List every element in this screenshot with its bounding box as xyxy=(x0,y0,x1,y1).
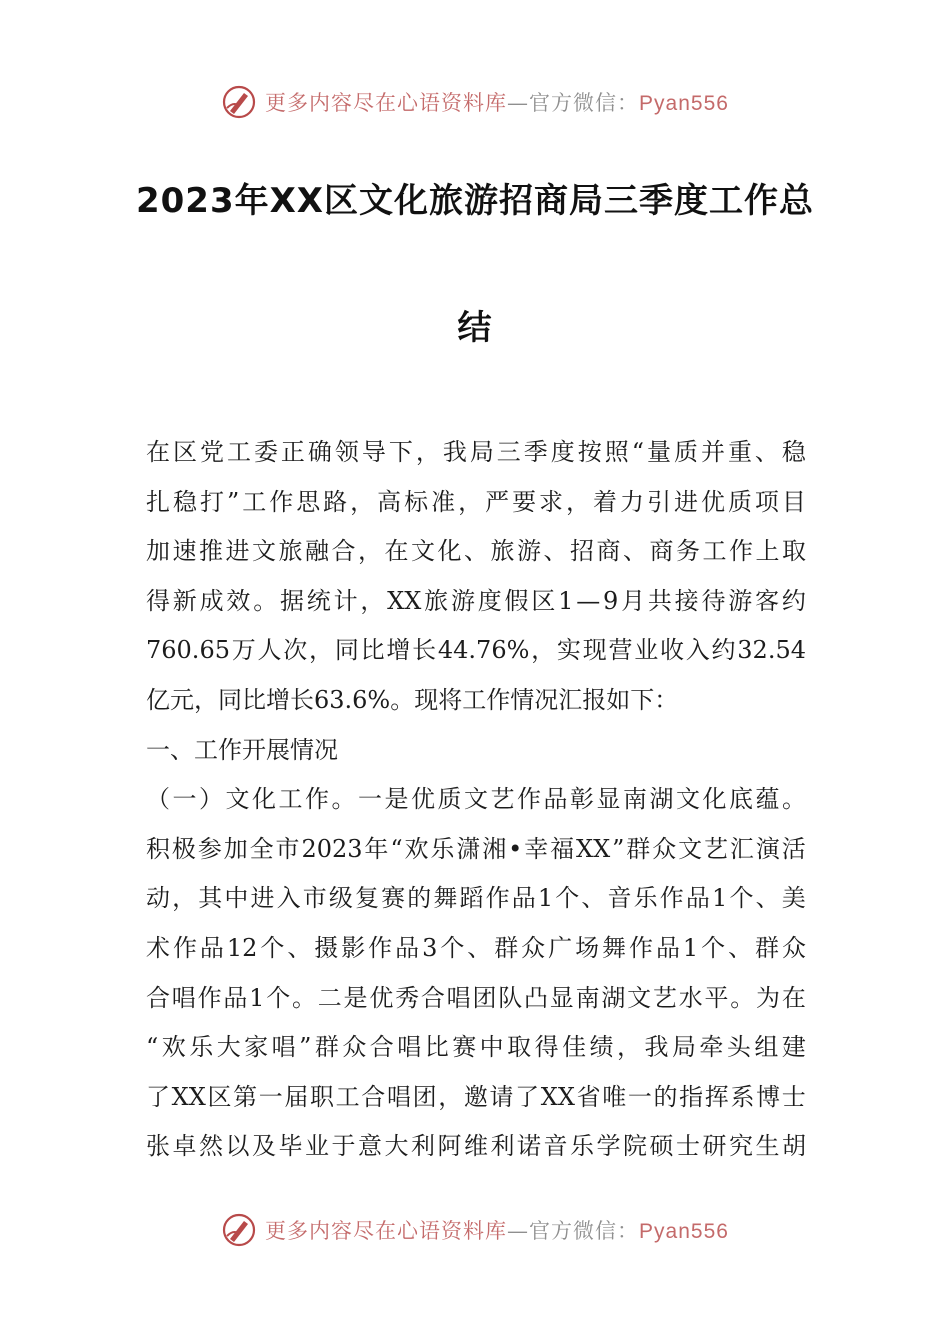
pen-in-circle-icon xyxy=(221,84,257,120)
body-line: 了 XX 区 第 一 届 职 工 合 唱 团 ， 邀 请 了 XX 省 唯 一 的 指 挥 系 博 士 xyxy=(146,1082,806,1111)
body-line: 760.65 万 人 次 ， 同 比 增 长 44.76% ， 实 现 营 业 收 入 约 32.54 xyxy=(146,636,806,665)
body-line: 积 极 参 加 全 市 2023 年 “ 欢 乐 潇 湘 • 幸 福 XX ” 群 众 文 艺 汇 演 活 xyxy=(146,834,806,863)
body-line: 合 唱 作 品 1 个 。 二 是 优 秀 合 唱 团 队 凸 显 南 湖 文 艺 水 平 。 为 在 xyxy=(146,983,806,1012)
document-title-line-2: 结 xyxy=(457,308,493,348)
watermark-footer xyxy=(0,1210,950,1250)
watermark-main: 更多内容尽在心语资料库 xyxy=(265,91,508,115)
watermark-sub: —官方微信： xyxy=(507,1219,640,1243)
document-title-line-1: 2023年XX区文化旅游招商局三季度工作总 xyxy=(135,181,815,221)
section-heading: 一、工作开展情况 xyxy=(146,735,338,764)
watermark-header xyxy=(0,82,950,122)
body-line: 在 区 党 工 委 正 确 领 导 下 ， 我 局 三 季 度 按 照 “ 量 质 并 重 、 稳 xyxy=(146,438,806,466)
body-line: “ 欢 乐 大 家 唱 ” 群 众 合 唱 比 赛 中 取 得 佳 绩 ， 我 局 牵 头 组 建 xyxy=(146,1033,806,1062)
watermark-text xyxy=(265,87,729,117)
pen-in-circle-icon xyxy=(221,1212,257,1248)
watermark-id: Pyan556 xyxy=(639,92,729,115)
body-line: 得 新 成 效 。 据 统 计 ， XX 旅 游 度 假 区 1 — 9 月 共 接 待 游 客 约 xyxy=(146,586,806,615)
body-line: 扎 稳 打 ” 工 作 思 路 ， 高 标 准 ， 严 要 求 ， 着 力 引 进 优 质 项 目 xyxy=(146,487,806,516)
watermark-id: Pyan556 xyxy=(639,1220,729,1243)
body-line: 亿元，同比增长63.6%。现将工作情况汇报如下： xyxy=(146,685,679,714)
body-line: 术 作 品 12 个 、 摄 影 作 品 3 个 、 群 众 广 场 舞 作 品 1 个 、 群 众 xyxy=(146,933,806,962)
watermark-sub: —官方微信： xyxy=(507,91,640,115)
body-line: 张 卓 然 以 及 毕 业 于 意 大 利 阿 维 利 诺 音 乐 学 院 硕 士 研 究 生 胡 xyxy=(146,1132,806,1161)
watermark-main: 更多内容尽在心语资料库 xyxy=(265,1219,508,1243)
watermark-text xyxy=(265,1215,729,1245)
body-line: 加 速 推 进 文 旅 融 合 ， 在 文 化 、 旅 游 、 招 商 、 商 务 工 作 上 取 xyxy=(146,537,806,566)
body-line: （ 一 ） 文 化 工 作 。 一 是 优 质 文 艺 作 品 彰 显 南 湖 文 化 底 蕴 。 xyxy=(146,785,806,814)
body-line: 动 ， 其 中 进 入 市 级 复 赛 的 舞 蹈 作 品 1 个 、 音 乐 作 品 1 个 、 美 xyxy=(146,884,806,913)
document-body xyxy=(146,428,806,1172)
